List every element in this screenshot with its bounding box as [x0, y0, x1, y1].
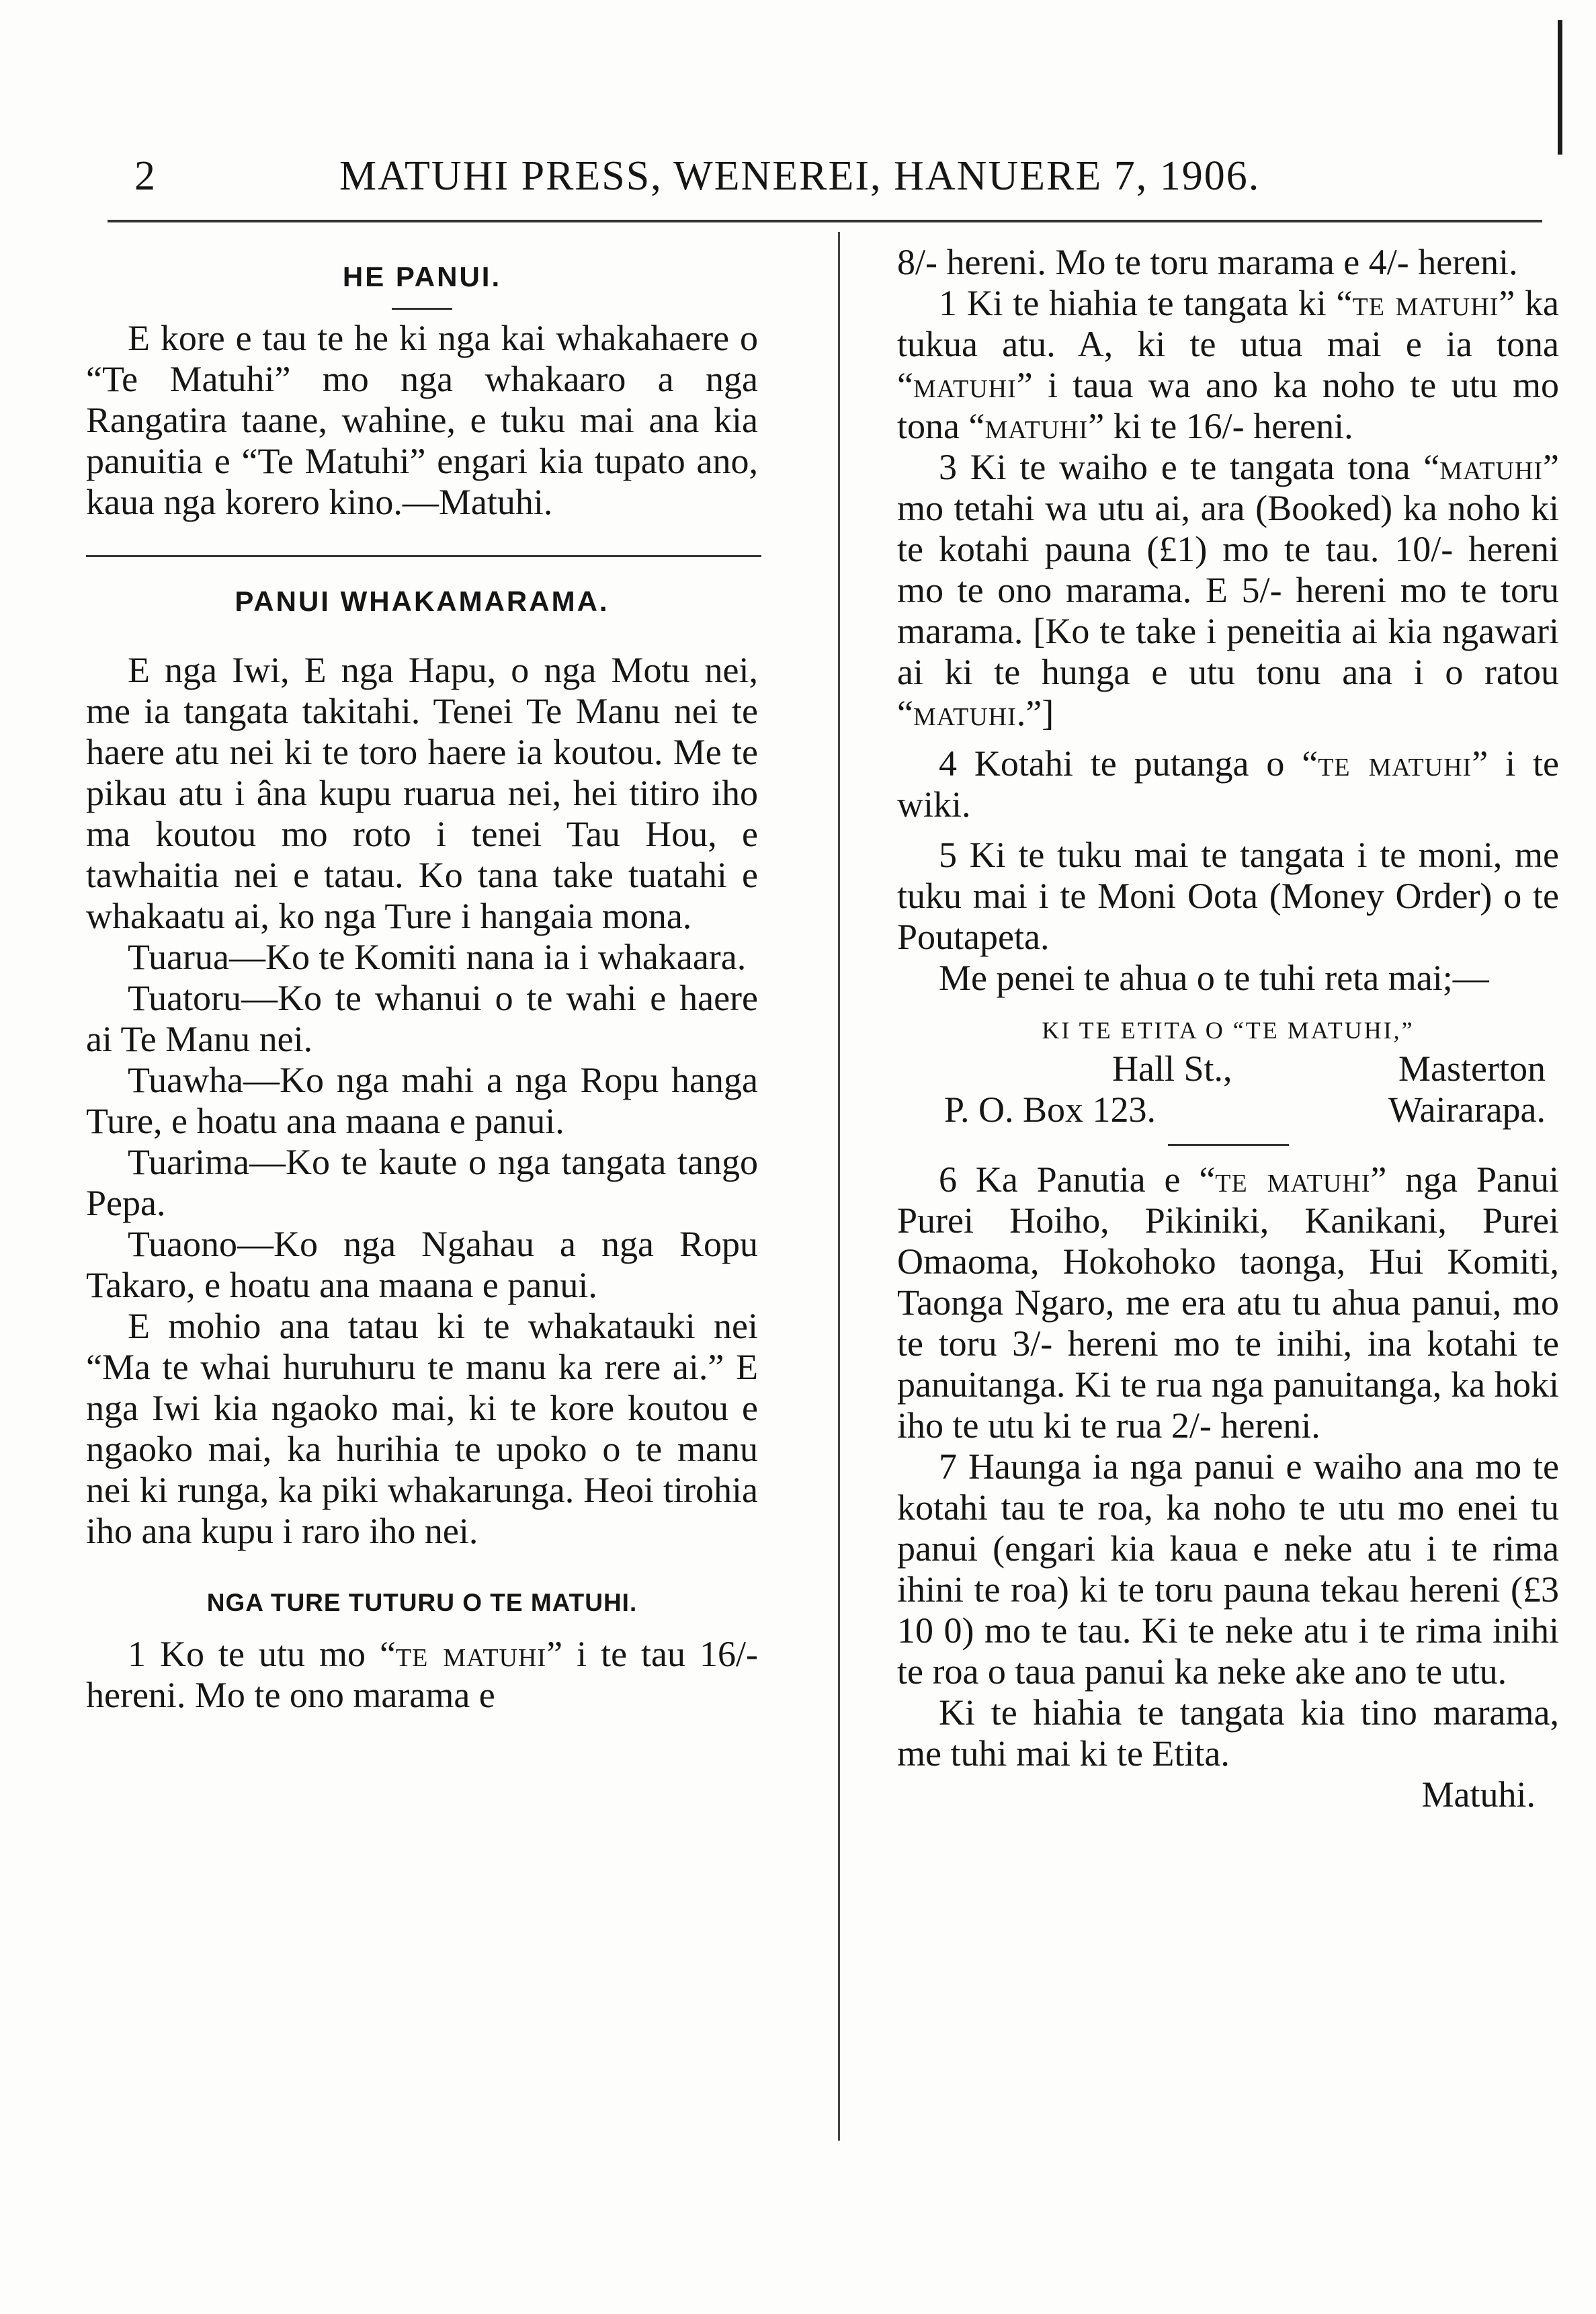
section-divider — [86, 555, 761, 557]
rule-1 — [86, 1634, 758, 1716]
rule-text: ” i te tau 16/- hereni. Mo te ono marama e — [86, 1634, 758, 1715]
paragraph: Tuawha—Ko nga mahi a nga Ropu hanga Ture, e hoatu ana maana e panui. — [86, 1060, 758, 1141]
rule-text: ” mo tetahi wa utu ai, ara (Booked) ka noho ki te kotahi pauna (£1) mo te tau. 10/- hereni mo te ono marama. E 5/- hereni mo te toru marama. [Ko te take i peneitia ai kia ngawari ai ki te hunga e utu tonu ana i o ratou “ — [897, 447, 1560, 733]
rule-number: 3 — [939, 447, 957, 487]
rule-text: Ka Panutia e “ — [975, 1159, 1216, 1200]
column-divider — [838, 232, 840, 2141]
header-rule — [108, 220, 1542, 222]
page-number: 2 — [134, 153, 157, 199]
closing-note: Ki te hiahia te tangata kia tino marama, me tuhi mai ki te Etita. — [897, 1692, 1559, 1774]
rule-text: .”] — [1016, 693, 1054, 733]
rule-text: ” ka tukua atu. A, ki te utua mai e ia tona “ — [897, 283, 1560, 405]
rule-number: 7 — [939, 1446, 957, 1487]
paragraph: E nga Iwi, E nga Hapu, o nga Motu nei, me ia tangata takitahi. Tenei Te Manu nei te haere atu nei ki te toro haere ia koutou. Me te pikau atu i âna kupu ruarua nei, hei titiro iho ma koutou mo roto i tenei Tau Hou, e tawhaitia nei e tatau. Ko tana take tuatahi e whakaatu ai, ko nga Ture i hangaia mona. — [86, 650, 758, 936]
paper-name: matuhi — [1439, 447, 1544, 487]
letters-note: Me penei te ahua o te tuhi reta mai;— — [939, 958, 1489, 998]
he-panui-text: E kore e tau te he ki nga kai whakahaere o “Te Matuhi” mo nga whakaaro a nga Rangatira taane, wahine, e tuku mai ana kia panuitia e “Te Matuhi” engari kia tupato ano, kaua nga korero kino.—Matuhi. — [86, 318, 758, 522]
rule-1-continued: 8/- hereni. Mo te toru marama e 4/- hereni. — [897, 242, 1518, 282]
rule-text: ” i taua wa ano ka noho te utu mo tona “ — [897, 365, 1559, 446]
paragraph: Tuatoru—Ko te whanui o te wahi e haere ai Te Manu nei. — [86, 978, 758, 1059]
paragraph: Tuarima—Ko te kaute o nga tangata tango Pepa. — [86, 1142, 758, 1223]
page-edge-rule — [1558, 20, 1562, 155]
he-panui-heading: HE PANUI. — [342, 261, 502, 292]
paper-name: te matuhi — [1318, 743, 1472, 784]
paper-name: te matuhi — [1215, 1159, 1371, 1200]
paragraph: E mohio ana tatau ki te whakatauki nei “Ma te whai huruhuru te manu ka rere ai.” E nga Iwi kia ngaoko mai, ki te kore koutou e ngaoko mai, ka hurihia te upoko o te manu nei ki runga, ka piki whakarunga. Heoi tirohia iho ana kupu i raro iho nei. — [86, 1306, 758, 1551]
rule-number: 1 — [128, 1634, 146, 1674]
rule-text: Ki te waiho e te tangata tona “ — [970, 447, 1440, 487]
paper-name: te matuhi — [1352, 283, 1499, 323]
rule-text: Kotahi te putanga o “ — [974, 743, 1318, 784]
address-box: P. O. Box 123. — [944, 1089, 1157, 1130]
rule-text: Ko te utu mo “ — [160, 1634, 396, 1674]
rule-5 — [897, 835, 1559, 958]
panui-whakamarama-heading: PANUI WHAKAMARAMA. — [235, 585, 610, 617]
paper-name: te matuhi — [395, 1634, 547, 1674]
paper-name: matuhi — [913, 365, 1017, 405]
rule-text: ” i te wiki. — [897, 743, 1559, 825]
rule-text: ” ki te 16/- hereni. — [1088, 406, 1353, 446]
rule-number: 1 — [939, 283, 957, 323]
right-column — [897, 242, 1559, 1815]
signature: Matuhi. — [1421, 1774, 1536, 1815]
address-line — [897, 1048, 1559, 1089]
page-header — [108, 144, 1552, 205]
address-street: Hall St., — [1112, 1048, 1232, 1089]
heading-rule — [392, 308, 452, 310]
section-divider — [1168, 1144, 1289, 1146]
rule-2 — [897, 283, 1559, 447]
address-title: KI TE ETITA O “TE MATUHI,” — [1042, 1017, 1415, 1044]
rule-6 — [897, 1159, 1559, 1446]
rule-7 — [897, 1446, 1559, 1692]
ture-heading: NGA TURE TUTURU O TE MATUHI. — [206, 1589, 638, 1616]
rule-number: 5 — [939, 835, 957, 875]
paragraph: Tuaono—Ko nga Ngahau a nga Ropu Takaro, e hoatu ana maana e panui. — [86, 1224, 758, 1305]
rule-text: Ki te hiahia te tangata ki “ — [966, 283, 1353, 323]
rule-number: 6 — [939, 1159, 957, 1200]
address-line — [897, 1089, 1559, 1130]
rule-3 — [897, 447, 1559, 734]
rule-number: 4 — [939, 743, 957, 784]
rule-text: ” nga Panui Purei Hoiho, Pikiniki, Kanikani, Purei Omaoma, Hokohoko taonga, Hui Komiti, Taonga Ngaro, me era atu tu ahua panui, mo te toru 3/- hereni mo te inihi, ina kotahi te panuitanga. Ki te rua nga panuitanga, ka hoki iho te utu ki te rua 2/- hereni. — [897, 1159, 1559, 1446]
address-town: Masterton — [1398, 1048, 1546, 1089]
rule-text: Ki te tuku mai te tangata i te moni, me tuku mai i te Moni Oota (Money Order) o te Poutapeta. — [897, 835, 1559, 957]
paragraph: Tuarua—Ko te Komiti nana ia i whakaara. — [128, 937, 747, 977]
rule-4 — [897, 743, 1559, 825]
paper-name: matuhi — [913, 693, 1017, 733]
paper-name: matuhi — [984, 406, 1089, 446]
masthead-title: MATUHI PRESS, WENEREI, HANUERE 7, 1906. — [339, 153, 1261, 199]
left-column — [86, 242, 758, 1716]
address-region: Wairarapa. — [1388, 1089, 1546, 1130]
rule-text: Haunga ia nga panui e waiho ana mo te kotahi tau te roa, ka noho te utu mo enei tu panui (engari kia kaua e neke atu i te rima ihini te roa) ki te toru pauna tekau hereni (£3 10 0) mo te tau. Ki te neke atu i te rima inihi te roa o taua panui ka neke ake ano te utu. — [897, 1446, 1560, 1692]
